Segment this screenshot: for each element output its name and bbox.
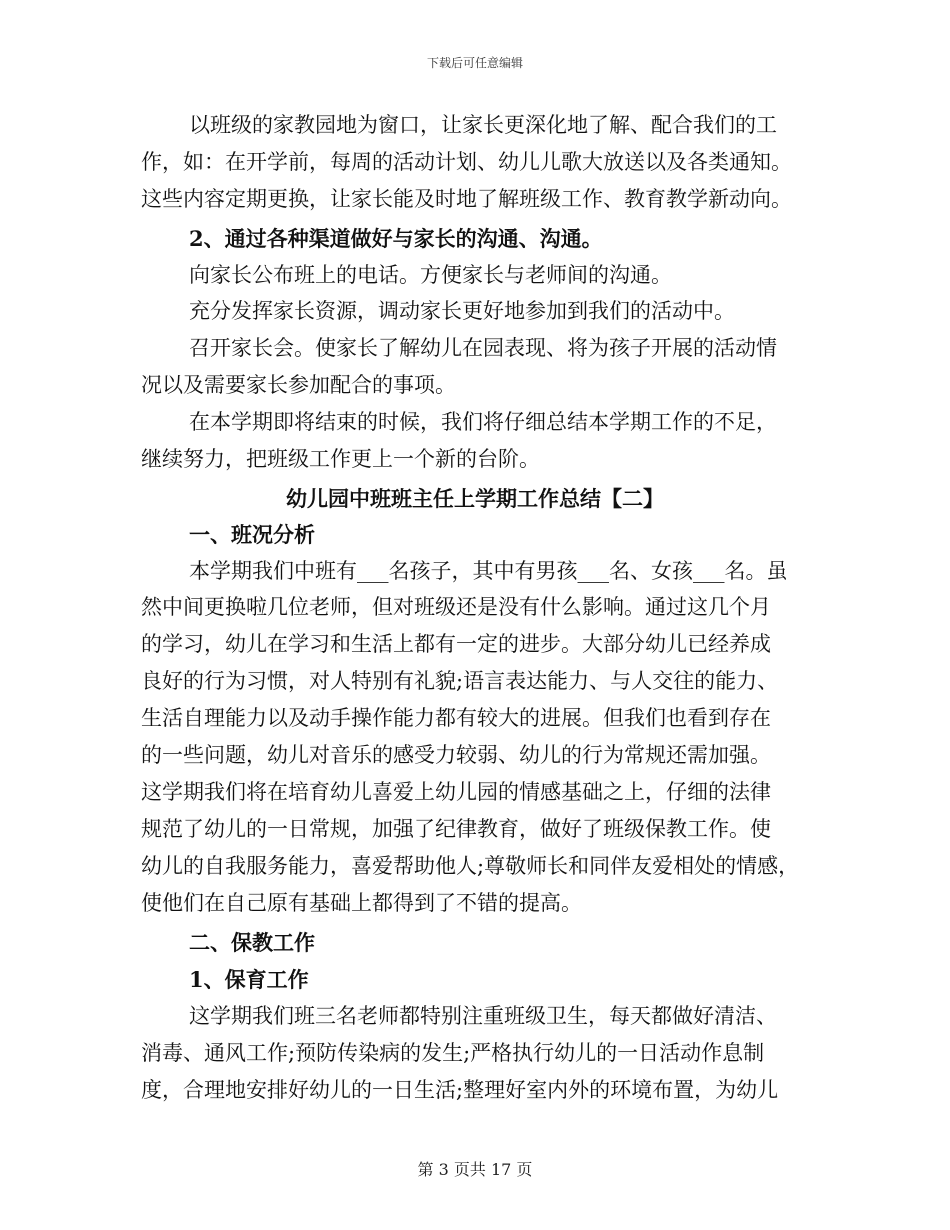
page-number: 第 3 页共 17 页 [417, 1160, 533, 1179]
paragraph-line: 的学习，幼儿在学习和生活上都有一定的进步。大部分幼儿已经养成 [141, 632, 771, 656]
paragraph-line: 向家长公布班上的电话。方便家长与老师间的沟通。 [189, 263, 672, 287]
paragraph-line: 本学期我们中班有___名孩子，其中有男孩___名、女孩___名。虽 [189, 559, 788, 583]
paragraph-line: 充分发挥家长资源，调动家长更好地参加到我们的活动中。 [189, 299, 735, 323]
paragraph-line: 消毒、通风工作;预防传染病的发生;严格执行幼儿的一日活动作息制 [141, 1041, 765, 1065]
section-heading: 一、班况分析 [189, 522, 315, 547]
paragraph-line: 作，如：在开学前，每周的活动计划、幼儿儿歌大放送以及各类通知。 [141, 150, 792, 174]
paragraph-line: 良好的行为习惯，对人特别有礼貌;语言表达能力、与人交往的能力、 [141, 669, 779, 693]
paragraph-line: 度，合理地安排好幼儿的一日生活;整理好室内外的环境布置，为幼儿 [141, 1078, 779, 1102]
section-heading: 二、保教工作 [189, 930, 315, 955]
paragraph-line: 以班级的家教园地为窗口，让家长更深化地了解、配合我们的工 [189, 113, 777, 137]
subsection-heading: 1、保育工作 [189, 967, 309, 992]
paragraph-line: 召开家长会。使家长了解幼儿在园表现、将为孩子开展的活动情 [189, 336, 777, 360]
paragraph-line: 幼儿的自我服务能力，喜爱帮助他人;尊敬师长和同伴友爱相处的情感， [141, 854, 800, 878]
paragraph-line: 规范了幼儿的一日常规，加强了纪律教育，做好了班级保教工作。使 [141, 817, 771, 841]
paragraph-line: 然中间更换啦几位老师，但对班级还是没有什么影响。通过这几个月 [141, 595, 771, 619]
paragraph-line: 这学期我们将在培育幼儿喜爱上幼儿园的情感基础之上，仔细的法律 [141, 780, 771, 804]
paragraph-line: 这学期我们班三名老师都特别注重班级卫生，每天都做好清洁、 [189, 1004, 777, 1028]
section-heading: 2、通过各种渠道做好与家长的沟通、沟通。 [189, 226, 603, 251]
paragraph-line: 生活自理能力以及动手操作能力都有较大的进展。但我们也看到存在 [141, 706, 771, 730]
paragraph-line: 的一些问题，幼儿对音乐的感受力较弱、幼儿的行为常规还需加强。 [141, 743, 771, 767]
page-header: 下载后可任意编辑 [426, 56, 523, 70]
paragraph-line: 继续努力，把班级工作更上一个新的台阶。 [141, 447, 540, 471]
paragraph-line: 在本学期即将结束的时候，我们将仔细总结本学期工作的不足， [189, 410, 777, 434]
document-title: 幼儿园中班班主任上学期工作总结【二】 [286, 486, 664, 511]
paragraph-line: 使他们在自己原有基础上都得到了不错的提高。 [141, 891, 582, 915]
paragraph-line: 这些内容定期更换，让家长能及时地了解班级工作、教育教学新动向。 [141, 187, 792, 211]
paragraph-line: 况以及需要家长参加配合的事项。 [141, 373, 456, 397]
